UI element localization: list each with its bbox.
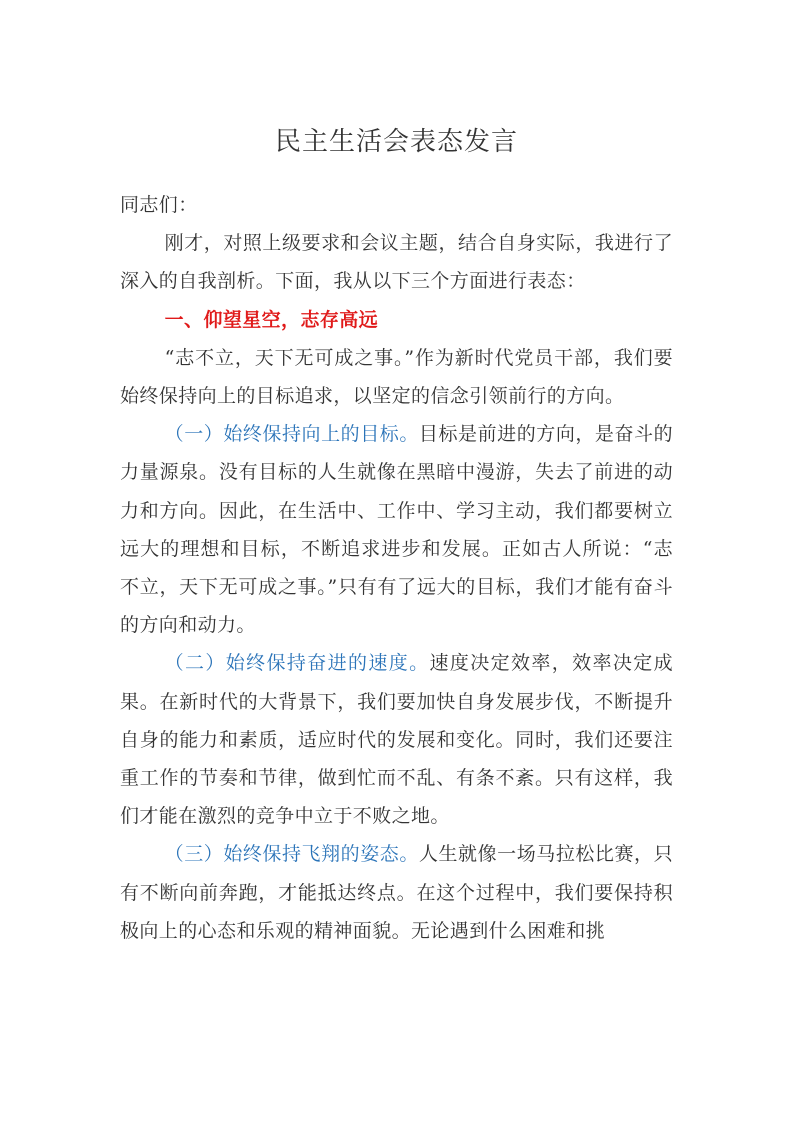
intro-paragraph: 刚才，对照上级要求和会议主题，结合自身实际，我进行了深入的自我剖析。下面，我从以下三个方面进行表态： [120,232,673,293]
subsection-heading-3: （三）始终保持飞翔的姿态。 [164,843,419,866]
subsection-text-1: 目标是前进的方向，是奋斗的力量源泉。没有目标的人生就像在黑暗中漫游，失去了前进的动力和方向。因此，在生活中、工作中、学习主动，我们都要树立远大的理想和目标，不断追求进步和发展。正如古人所说：“志不立，天下无可成之事。”只有有了远大的目标，我们才能有奋斗的方向和动力。 [120,423,674,637]
subsection-paragraph-1 [120,415,673,644]
page-title: 民主生活会表态发言 [274,127,518,157]
subsection-paragraph-3 [120,835,673,950]
subsection-heading-1: （一）始终保持向上的目标。 [164,423,419,446]
document-body [120,186,673,950]
subsection-text-2: 速度决定效率，效率决定成果。在新时代的大背景下，我们要加快自身发展步伐，不断提升自身的能力和素质，适应时代的发展和变化。同时，我们还要注重工作的节奏和节律，做到忙而不乱、有条不紊。只有这样，我们才能在激烈的竞争中立于不败之地。 [120,652,673,828]
salutation: 同志们： [120,194,198,216]
subsection-heading-2: （二）始终保持奋进的速度。 [164,652,430,675]
section-heading: 一、仰望星空，志存高远 [164,308,379,331]
subsection-paragraph-2 [120,644,673,835]
subsection-text-3: 人生就像一场马拉松比赛，只有不断向前奔跑，才能抵达终点。在这个过程中，我们要保持积极向上的心态和乐观的精神面貌。无论遇到什么困难和挑 [120,843,674,942]
section-lead-paragraph: “志不立，天下无可成之事。”作为新时代党员干部，我们要始终保持向上的目标追求，以坚定的信念引领前行的方向。 [120,346,673,408]
